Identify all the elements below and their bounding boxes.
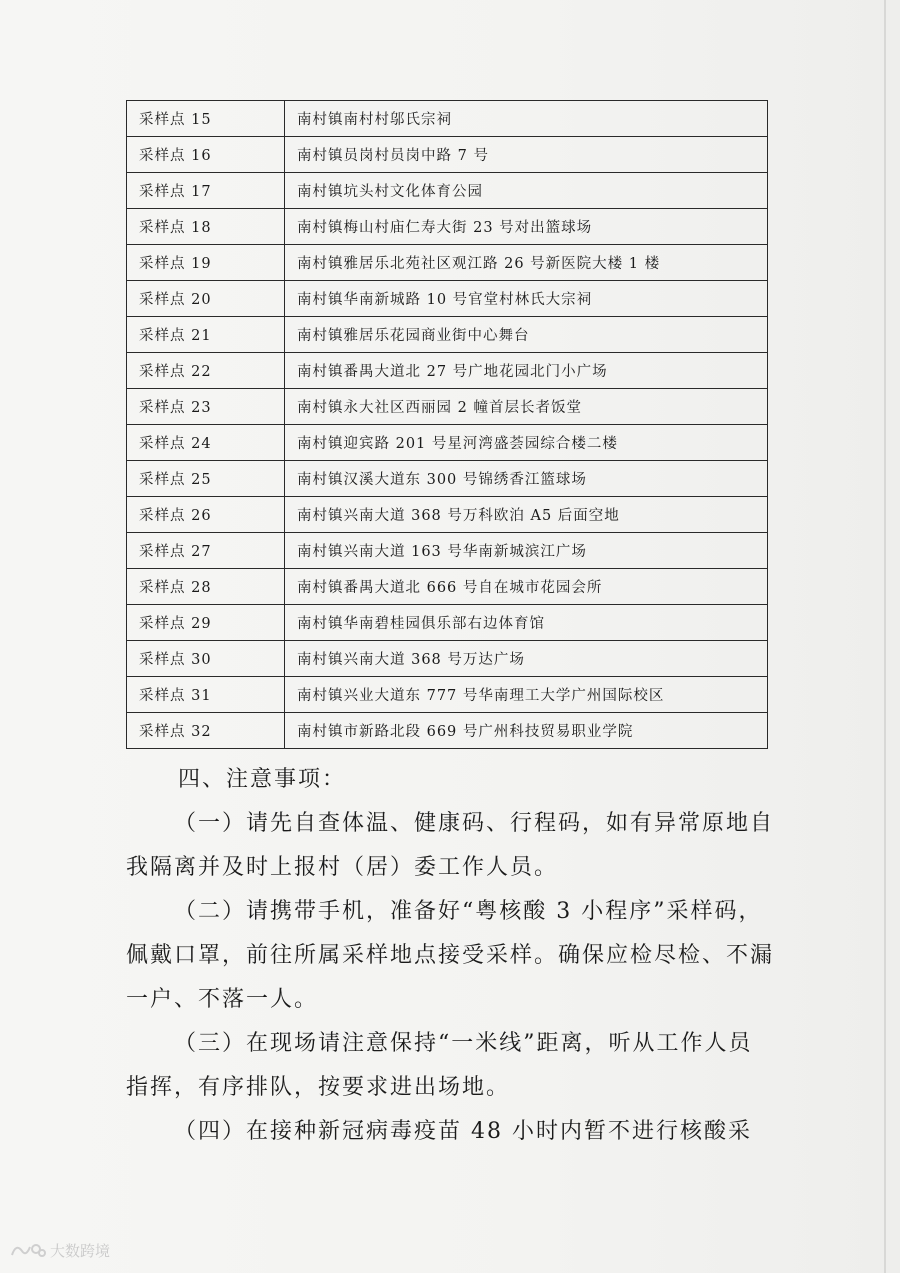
site-label-cell: 采样点 31 bbox=[127, 677, 285, 713]
note-paragraph-1: （一）请先自查体温、健康码、行程码，如有异常原地自我隔离并及时上报村（居）委工作人员。 bbox=[126, 811, 775, 880]
site-label-cell: 采样点 15 bbox=[127, 101, 285, 137]
site-label-cell: 采样点 24 bbox=[127, 425, 285, 461]
table-row bbox=[127, 389, 768, 425]
table-row bbox=[127, 425, 768, 461]
site-label-cell: 采样点 21 bbox=[127, 317, 285, 353]
site-label-cell: 采样点 17 bbox=[127, 173, 285, 209]
site-location-cell: 南村镇华南碧桂园俱乐部右边体育馆 bbox=[285, 605, 768, 641]
site-label-cell: 采样点 30 bbox=[127, 641, 285, 677]
table-row bbox=[127, 173, 768, 209]
site-location-cell: 南村镇南村村邬氏宗祠 bbox=[285, 101, 768, 137]
site-location-cell: 南村镇兴南大道 163 号华南新城滨江广场 bbox=[285, 533, 768, 569]
site-label-cell: 采样点 25 bbox=[127, 461, 285, 497]
site-location-cell: 南村镇华南新城路 10 号官堂村林氏大宗祠 bbox=[285, 281, 768, 317]
site-label-cell: 采样点 16 bbox=[127, 137, 285, 173]
site-label-cell: 采样点 27 bbox=[127, 533, 285, 569]
page-edge-shadow bbox=[884, 0, 886, 1273]
site-location-cell: 南村镇坑头村文化体育公园 bbox=[285, 173, 768, 209]
site-location-cell: 南村镇市新路北段 669 号广州科技贸易职业学院 bbox=[285, 713, 768, 749]
site-location-cell: 南村镇兴南大道 368 号万达广场 bbox=[285, 641, 768, 677]
table-row bbox=[127, 533, 768, 569]
table-row bbox=[127, 281, 768, 317]
site-location-cell: 南村镇番禺大道北 666 号自在城市花园会所 bbox=[285, 569, 768, 605]
table-row bbox=[127, 317, 768, 353]
table-row bbox=[127, 137, 768, 173]
brand-logo-icon bbox=[10, 1241, 46, 1261]
table-row bbox=[127, 353, 768, 389]
notes-section bbox=[126, 758, 774, 1154]
note-paragraph-2: （二）请携带手机，准备好“粤核酸 3 小程序”采样码，佩戴口罩，前往所属采样地点接受采样。确保应检尽检、不漏一户、不落一人。 bbox=[126, 899, 775, 1012]
site-label-cell: 采样点 29 bbox=[127, 605, 285, 641]
table-row bbox=[127, 713, 768, 749]
watermark bbox=[10, 1240, 110, 1261]
sampling-sites-table bbox=[126, 100, 768, 749]
site-location-cell: 南村镇梅山村庙仁寿大街 23 号对出篮球场 bbox=[285, 209, 768, 245]
site-label-cell: 采样点 23 bbox=[127, 389, 285, 425]
site-label-cell: 采样点 18 bbox=[127, 209, 285, 245]
note-paragraph-4: （四）在接种新冠病毒疫苗 48 小时内暂不进行核酸采 bbox=[174, 1119, 752, 1144]
site-location-cell: 南村镇雅居乐北苑社区观江路 26 号新医院大楼 1 楼 bbox=[285, 245, 768, 281]
site-location-cell: 南村镇兴南大道 368 号万科欧泊 A5 后面空地 bbox=[285, 497, 768, 533]
site-location-cell: 南村镇员岗村员岗中路 7 号 bbox=[285, 137, 768, 173]
table-row bbox=[127, 641, 768, 677]
site-location-cell: 南村镇番禺大道北 27 号广地花园北门小广场 bbox=[285, 353, 768, 389]
table-row bbox=[127, 605, 768, 641]
site-location-cell: 南村镇永大社区西丽园 2 幢首层长者饭堂 bbox=[285, 389, 768, 425]
table-row bbox=[127, 209, 768, 245]
site-label-cell: 采样点 22 bbox=[127, 353, 285, 389]
note-paragraph-3: （三）在现场请注意保持“一米线”距离，听从工作人员指挥，有序排队，按要求进出场地。 bbox=[126, 1031, 753, 1100]
site-location-cell: 南村镇汉溪大道东 300 号锦绣香江篮球场 bbox=[285, 461, 768, 497]
table-row bbox=[127, 101, 768, 137]
site-label-cell: 采样点 32 bbox=[127, 713, 285, 749]
site-label-cell: 采样点 20 bbox=[127, 281, 285, 317]
site-location-cell: 南村镇雅居乐花园商业街中心舞台 bbox=[285, 317, 768, 353]
table-row bbox=[127, 497, 768, 533]
site-label-cell: 采样点 26 bbox=[127, 497, 285, 533]
table-row bbox=[127, 245, 768, 281]
table-row bbox=[127, 569, 768, 605]
table-row bbox=[127, 677, 768, 713]
table-row bbox=[127, 461, 768, 497]
site-location-cell: 南村镇迎宾路 201 号星河湾盛荟园综合楼二楼 bbox=[285, 425, 768, 461]
site-label-cell: 采样点 28 bbox=[127, 569, 285, 605]
site-label-cell: 采样点 19 bbox=[127, 245, 285, 281]
watermark-text: 大数跨境 bbox=[50, 1242, 111, 1260]
site-location-cell: 南村镇兴业大道东 777 号华南理工大学广州国际校区 bbox=[285, 677, 768, 713]
notes-title: 四、注意事项： bbox=[178, 767, 347, 792]
